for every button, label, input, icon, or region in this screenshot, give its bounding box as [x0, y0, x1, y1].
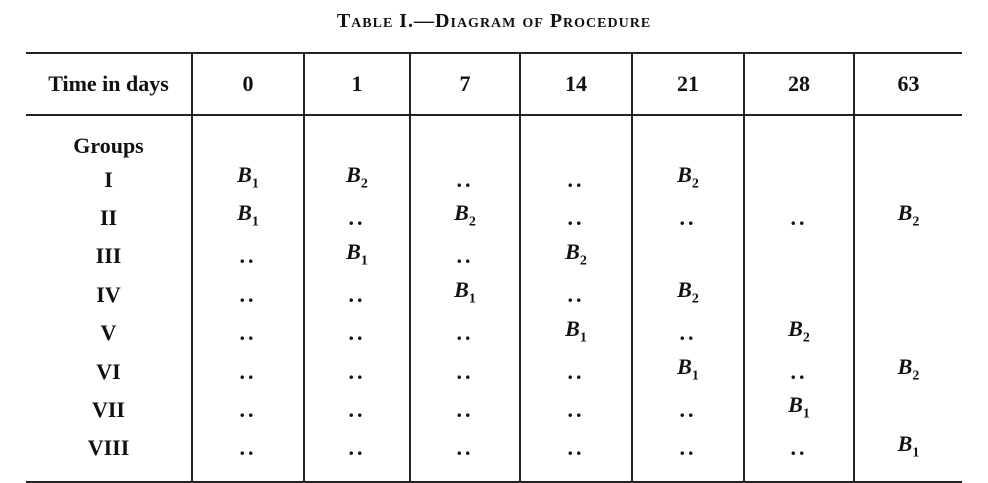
- table-row: [26, 429, 962, 482]
- empty-dots: ..: [456, 320, 474, 346]
- empty-dots: ..: [456, 358, 474, 384]
- column-header-time: Time in days: [48, 71, 169, 96]
- table-cell: [854, 237, 962, 275]
- dose-mark: $B_2$: [897, 200, 920, 230]
- empty-dots: ..: [790, 358, 808, 384]
- table-title: Table I.—Diagram of Procedure: [336, 10, 652, 32]
- table-cell: [192, 390, 304, 428]
- table-cell: [632, 390, 744, 428]
- table-cell: [744, 237, 854, 275]
- table-cell: [520, 160, 632, 198]
- table-cell: [632, 237, 744, 275]
- table-cell: [410, 352, 520, 390]
- column-header-day: 63: [854, 53, 962, 115]
- dose-mark: $B_2$: [454, 200, 476, 230]
- empty-dots: ..: [239, 281, 257, 307]
- table-cell: [632, 352, 744, 390]
- table-cell: [304, 429, 410, 482]
- group-label: VII: [91, 397, 125, 423]
- table-cell: [410, 429, 520, 482]
- table-cell: [744, 314, 854, 352]
- empty-dots: ..: [456, 397, 474, 423]
- empty-dots: ..: [239, 243, 257, 269]
- table-cell: [192, 198, 304, 236]
- groups-label-row: [26, 115, 962, 160]
- table-cell: [410, 314, 520, 352]
- dose-mark: $B_2$: [897, 353, 920, 384]
- table-cell: [192, 275, 304, 313]
- table-cell: [410, 160, 520, 198]
- table-cell: [744, 198, 854, 236]
- table-cell: [192, 429, 304, 482]
- empty-dots: ..: [567, 358, 585, 384]
- empty-dots: ..: [679, 205, 697, 231]
- table-cell: [632, 429, 744, 482]
- column-header-day: 0: [192, 53, 304, 115]
- column-header-day: 28: [744, 53, 854, 115]
- table-cell: [192, 160, 304, 198]
- empty-dots: ..: [567, 166, 585, 192]
- table-cell: [744, 429, 854, 482]
- table-cell: [854, 390, 962, 428]
- table-cell: [410, 198, 520, 236]
- column-header-day: 21: [632, 53, 744, 115]
- table-cell: [520, 198, 632, 236]
- group-label: IV: [96, 281, 121, 307]
- table-cell: [304, 237, 410, 275]
- group-label: VIII: [26, 429, 192, 482]
- table-cell: [744, 390, 854, 428]
- table-cell: [854, 429, 962, 482]
- empty-dots: ..: [790, 435, 808, 461]
- group-label: III: [95, 243, 122, 269]
- dose-mark: $B_1$: [454, 277, 476, 307]
- table-row: [26, 314, 962, 352]
- table-cell: [632, 198, 744, 236]
- procedure-table: [26, 52, 962, 483]
- group-label: I: [104, 166, 113, 192]
- dose-mark: $B_1$: [897, 430, 920, 461]
- table-cell: [410, 237, 520, 275]
- table-cell: [854, 275, 962, 313]
- table-cell: [744, 160, 854, 198]
- dose-mark: $B_2$: [346, 162, 368, 192]
- table-cell: [304, 160, 410, 198]
- table-cell: [520, 275, 632, 313]
- table-cell: [304, 314, 410, 352]
- table-cell: [632, 314, 744, 352]
- table-row: [26, 275, 962, 313]
- empty-dots: ..: [679, 435, 697, 461]
- table-cell: [304, 352, 410, 390]
- table-cell: [632, 275, 744, 313]
- dose-mark: $B_2$: [788, 315, 810, 345]
- dose-mark: $B_1$: [237, 200, 259, 230]
- dose-mark: $B_1$: [788, 392, 810, 422]
- table-row: [26, 352, 962, 390]
- table-cell: [304, 275, 410, 313]
- empty-dots: ..: [679, 320, 697, 346]
- table-cell: [854, 160, 962, 198]
- table-cell: [520, 390, 632, 428]
- empty-dots: ..: [348, 320, 366, 346]
- empty-dots: ..: [348, 358, 366, 384]
- empty-dots: ..: [456, 435, 474, 461]
- table-cell: [744, 352, 854, 390]
- dose-mark: $B_1$: [237, 162, 259, 192]
- table-row: [26, 198, 962, 236]
- dose-mark: $B_1$: [346, 238, 368, 269]
- table-cell: [520, 237, 632, 275]
- empty-dots: ..: [239, 320, 257, 346]
- empty-dots: ..: [348, 397, 366, 423]
- empty-dots: ..: [679, 397, 697, 423]
- table-cell: [854, 314, 962, 352]
- table-cell: [192, 352, 304, 390]
- column-header-day: 1: [304, 53, 410, 115]
- group-label: V: [100, 320, 117, 346]
- empty-dots: ..: [567, 397, 585, 423]
- empty-dots: ..: [348, 205, 366, 231]
- table-cell: [854, 352, 962, 390]
- table-cell: [520, 429, 632, 482]
- table-row: [26, 160, 962, 198]
- dose-mark: $B_1$: [565, 315, 587, 345]
- empty-dots: ..: [790, 205, 808, 231]
- table-cell: [410, 390, 520, 428]
- empty-dots: ..: [567, 435, 585, 461]
- table-cell: [410, 275, 520, 313]
- table-cell: [304, 390, 410, 428]
- empty-dots: ..: [456, 166, 474, 192]
- table-cell: [304, 198, 410, 236]
- table-cell: [744, 275, 854, 313]
- table-cell: [854, 198, 962, 236]
- dose-mark: $B_2$: [565, 238, 587, 269]
- column-header-day: 7: [410, 53, 520, 115]
- dose-mark: $B_1$: [677, 353, 699, 384]
- table-cell: [192, 237, 304, 275]
- empty-dots: ..: [567, 205, 585, 231]
- empty-dots: ..: [348, 435, 366, 461]
- column-header-day: 14: [520, 53, 632, 115]
- group-label: VI: [96, 358, 121, 384]
- group-label: II: [99, 205, 118, 231]
- empty-dots: ..: [239, 435, 257, 461]
- table-row: [26, 237, 962, 275]
- table-cell: [520, 314, 632, 352]
- dose-mark: $B_2$: [677, 277, 699, 307]
- table-cell: [632, 160, 744, 198]
- empty-dots: ..: [456, 243, 474, 269]
- empty-dots: ..: [348, 281, 366, 307]
- empty-dots: ..: [239, 358, 257, 384]
- dose-mark: $B_2$: [677, 162, 699, 192]
- empty-dots: ..: [239, 397, 257, 423]
- empty-dots: ..: [567, 281, 585, 307]
- table-cell: [520, 352, 632, 390]
- table-cell: [192, 314, 304, 352]
- header-row: [26, 53, 962, 115]
- groups-label: Groups: [73, 132, 144, 158]
- table-row: [26, 390, 962, 428]
